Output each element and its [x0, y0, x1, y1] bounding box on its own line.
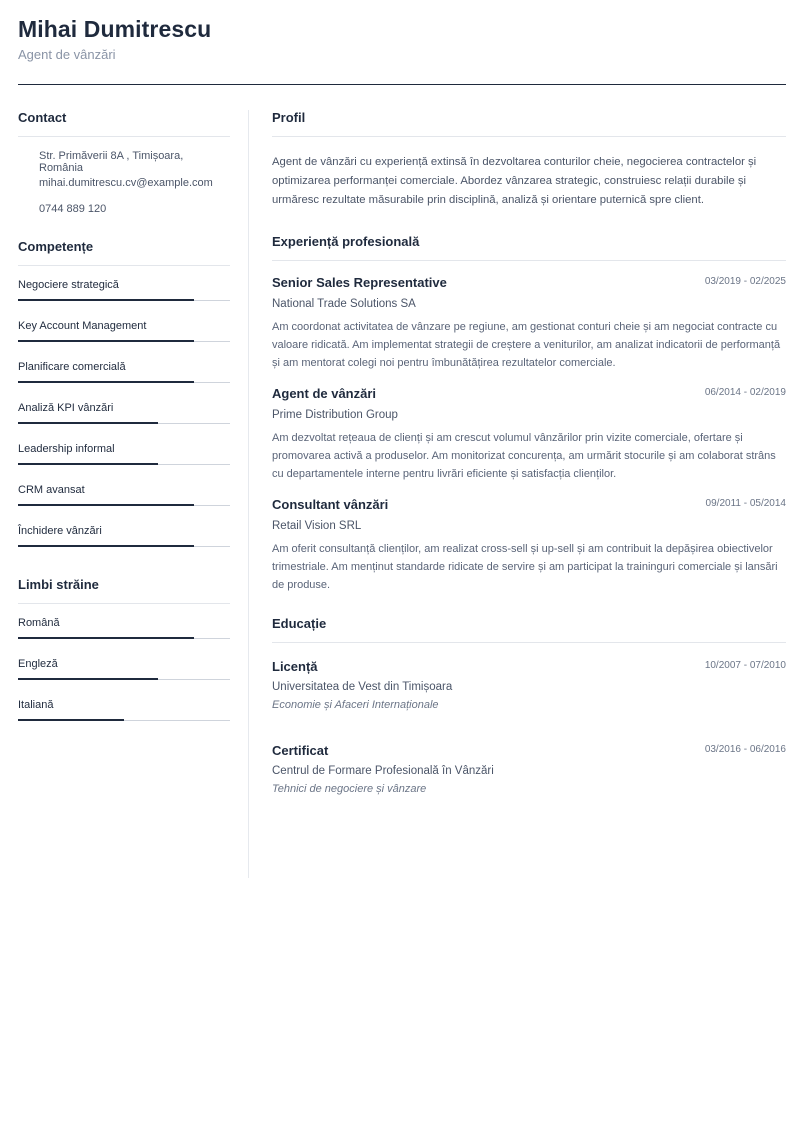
job-description: Am oferit consultanță clienților, am realizat cross-sell și up-sell și am contribuit la depășirea obiectivelor trimestriale. Am menținut standarde ridicate de servire și am participat la traininguri comerciale și lansări de produse.: [272, 543, 778, 591]
job-header: [272, 497, 786, 515]
languages-list: [18, 604, 230, 727]
education-school: Centrul de Formare Profesională în Vânzări: [272, 765, 494, 777]
languages-section: [18, 577, 230, 727]
skill-item-level-track: [18, 464, 230, 465]
education-entry: [272, 743, 786, 795]
job-title: Agent de vânzări: [272, 386, 377, 401]
job-company: Retail Vision SRL: [272, 520, 362, 532]
section-divider: [272, 136, 786, 137]
skill-item-level-fill: [18, 340, 194, 342]
skill-item-label: Analiză KPI vânzări: [18, 401, 114, 414]
job-entry: [272, 497, 786, 594]
language-item-level-fill: [18, 719, 124, 721]
skill-item-level-track: [18, 546, 230, 547]
candidate-name: Mihai Dumitrescu: [18, 16, 212, 42]
skill-item-level-fill: [18, 504, 194, 506]
language-item: [18, 604, 230, 645]
language-item-level-fill: [18, 637, 194, 639]
education-field: Economie și Afaceri Internaționale: [272, 699, 439, 711]
language-item-label: Italiană: [18, 698, 54, 711]
skill-item-label: CRM avansat: [18, 483, 85, 496]
job-entry: [272, 386, 786, 483]
skill-item: [18, 512, 230, 553]
header-divider: [18, 84, 786, 85]
education-school: Universitatea de Vest din Timișoara: [272, 681, 453, 693]
skill-item-label: Închidere vânzări: [18, 524, 102, 537]
skill-item-level-track: [18, 505, 230, 506]
experience-section: [272, 234, 786, 594]
job-title: Senior Sales Representative: [272, 275, 447, 290]
section-divider: [272, 642, 786, 643]
profile-heading: Profil: [272, 110, 306, 125]
job-dates: 09/2011 - 05/2014: [705, 498, 786, 509]
column-divider: [248, 110, 249, 878]
contact-phone[interactable]: 0744 889 120: [39, 203, 107, 215]
education-header: [272, 743, 786, 761]
education-header: [272, 659, 786, 677]
contact-email[interactable]: mihai.dumitrescu.cv@example.com: [39, 176, 213, 189]
skill-item: [18, 307, 230, 348]
contact-address: Str. Primăverii 8A , Timișoara, România: [39, 150, 184, 174]
skill-item-level-fill: [18, 422, 158, 424]
language-item-level-track: [18, 679, 230, 680]
skills-list: [18, 266, 230, 553]
education-degree: Licență: [272, 659, 318, 674]
education-field: Tehnici de negociere și vânzare: [272, 783, 427, 795]
skill-item-label: Negociere strategică: [18, 278, 119, 291]
skill-item-level-track: [18, 341, 230, 342]
job-entry: [272, 275, 786, 372]
skill-item: [18, 348, 230, 389]
job-description: Am coordonat activitatea de vânzare pe regiune, am gestionat conturi cheie și am negociat contracte cu valoare ridicată. Am implementat strategii de creștere a veniturilor, am analizat indicatorii de performanță și am mentorat colegi noi pentru îmbunătățirea rezultatelor comerciale.: [272, 321, 781, 369]
candidate-title: Agent de vânzări: [18, 47, 116, 62]
skill-item-level-track: [18, 423, 230, 424]
resume-header: [18, 16, 786, 62]
language-item-level-track: [18, 720, 230, 721]
skill-item: [18, 430, 230, 471]
education-dates: 10/2007 - 07/2010: [704, 660, 786, 671]
skill-item: [18, 266, 230, 307]
skill-item-level-track: [18, 382, 230, 383]
contact-section: [18, 110, 230, 230]
job-header: [272, 386, 786, 404]
contact-heading: Contact: [18, 110, 67, 125]
skill-item-label: Key Account Management: [18, 319, 147, 332]
education-degree: Certificat: [272, 743, 329, 758]
language-item-label: Română: [18, 616, 60, 629]
skill-item-label: Planificare comercială: [18, 360, 126, 373]
section-divider: [18, 136, 230, 137]
language-item-label: Engleză: [18, 657, 58, 670]
job-company: Prime Distribution Group: [272, 409, 398, 421]
jobs-list: [272, 275, 786, 594]
education-heading: Educație: [272, 616, 327, 631]
job-header: [272, 275, 786, 293]
education-dates: 03/2016 - 06/2016: [704, 744, 786, 755]
profile-text: Agent de vânzări cu experiență extinsă în dezvoltarea conturilor cheie, negocierea contractelor și optimizarea performanței comerciale. Abordez vânzarea strategic, construiesc relații durabile și urmăresc rezultate măsurabile prin disciplină, analiză și orientare puternică spre client.: [272, 156, 757, 206]
main-content: [272, 110, 786, 795]
skills-section: [18, 239, 230, 553]
language-item-level-fill: [18, 678, 158, 680]
skill-item-level-fill: [18, 381, 194, 383]
profile-section: [272, 110, 786, 210]
language-item: [18, 686, 230, 727]
skills-heading: Competențe: [18, 238, 94, 254]
job-company: National Trade Solutions SA: [272, 298, 416, 310]
skill-item-level-fill: [18, 545, 194, 547]
job-dates: 03/2019 - 02/2025: [704, 276, 786, 287]
experience-heading: Experiență profesională: [272, 234, 420, 249]
skill-item-level-track: [18, 300, 230, 301]
education-entry: [272, 659, 786, 711]
sidebar: [18, 110, 230, 727]
skill-item-level-fill: [18, 463, 158, 465]
skill-item: [18, 471, 230, 512]
education-section: [272, 616, 786, 795]
skill-item-level-fill: [18, 299, 194, 301]
job-description: Am dezvoltat rețeaua de clienți și am crescut volumul vânzărilor prin vizite comerciale, ofertare și promovarea activă a produselor. Am monitorizat concurența, am urmărit stocurile și am colaborat strâns cu departamentele interne pentru livrări eficiente și satisfacția clienților.: [272, 432, 776, 480]
skill-item: [18, 389, 230, 430]
languages-heading: Limbi străine: [18, 576, 99, 592]
language-item: [18, 645, 230, 686]
job-title: Consultant vânzări: [272, 497, 389, 512]
education-list: [272, 659, 786, 795]
skill-item-label: Leadership informal: [18, 442, 115, 455]
section-divider: [272, 260, 786, 261]
job-dates: 06/2014 - 02/2019: [704, 387, 786, 398]
language-item-level-track: [18, 638, 230, 639]
